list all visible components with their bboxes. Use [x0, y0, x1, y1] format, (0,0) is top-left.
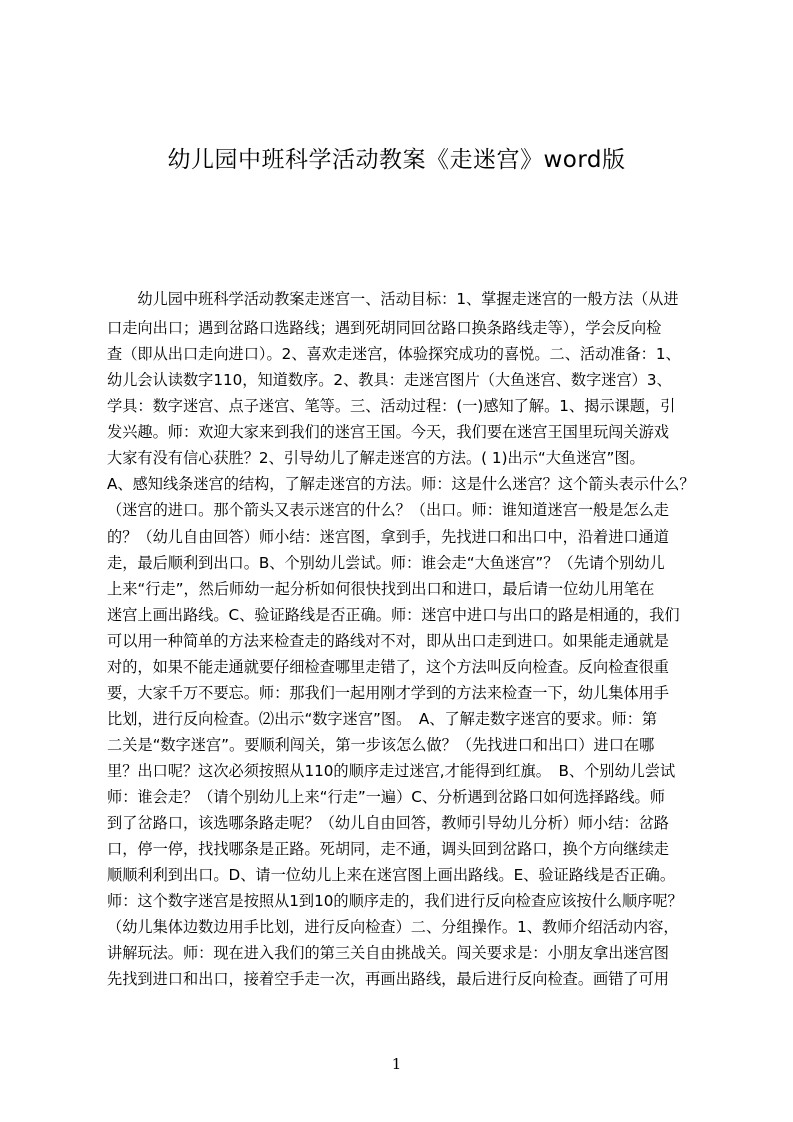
body-line: 先找到进口和出口，接着空手走一次，再画出路线，最后进行反向检查。画错了可用 — [107, 970, 669, 988]
body-line: 幼儿园中班科学活动教案走迷宫一、活动目标：1、掌握走迷宫的一般方法（从进 — [107, 290, 679, 308]
body-line: 师：这个数字迷宫是按照从1到10的顺序走的，我们进行反向检查应该按什么顺序呢？ — [107, 892, 683, 910]
body-line: A、感知线条迷宫的结构，了解走迷宫的方法。师：这是什么迷宫？这个箭头表示什么？ — [107, 475, 695, 493]
body-line: 师：谁会走？（请个别幼儿上来“行走”一遍）C、分析遇到岔路口如何选择路线。师 — [107, 788, 665, 806]
body-line: 讲解玩法。师：现在进入我们的第三关自由挑战关。闯关要求是：小朋友拿出迷宫图 — [107, 944, 669, 962]
body-line: （迷宫的进口。那个箭头又表示迷宫的什么？（出口。师：谁知道迷宫一般是怎么走 — [107, 501, 669, 519]
body-line: 顺顺利利到出口。D、请一位幼儿上来在迷宫图上画出路线。E、验证路线是否正确。 — [107, 866, 676, 884]
body-line: 可以用一种简单的方法来检查走的路线对不对，即从出口走到进口。如果能走通就是 — [107, 632, 669, 650]
body-line: 查（即从出口走向进口）。2、喜欢走迷宫，体验探究成功的喜悦。二、活动准备：1、 — [107, 345, 681, 363]
body-line: 口，停一停，找找哪条是正路。死胡同，走不通，调头回到岔路口，换个方向继续走 — [107, 840, 669, 858]
body-line: 学具：数字迷宫、点子迷宫、笔等。三、活动过程：(一)感知了解。1、揭示课题，引 — [107, 397, 676, 415]
page-number: 1 — [391, 1055, 402, 1073]
document-title: 幼儿园中班科学活动教案《走迷宫》word版 — [167, 147, 626, 173]
body-line: 比划，进行反向检查。⑵出示“数字迷宫”图。 A、了解走数字迷宫的要求。师：第 — [107, 710, 658, 728]
body-line: 对的，如果不能走通就要仔细检查哪里走错了，这个方法叫反向检查。反向检查很重 — [107, 658, 669, 676]
body-line: （幼儿集体边数边用手比划，进行反向检查）二、分组操作。1、教师介绍活动内容， — [107, 918, 679, 936]
body-line: 大家有没有信心获胜？2、引导幼儿了解走迷宫的方法。( 1)出示“大鱼迷宫”图。 — [107, 449, 645, 467]
body-line: 上来“行走”，然后师幼一起分析如何很快找到出口和进口，最后请一位幼儿用笔在 — [107, 580, 655, 598]
body-line: 二关是“数字迷宫”。要顺利闯关，第一步该怎么做？（先找进口和出口）进口在哪 — [107, 736, 655, 754]
body-line: 的？（幼儿自由回答）师小结：迷宫图，拿到手，先找进口和出口中，沿着进口通道 — [107, 528, 669, 546]
body-line: 走，最后顺利到出口。B、个别幼儿尝试。师：谁会走“大鱼迷宫”？（先请个别幼儿 — [107, 554, 665, 572]
body-line: 口走向出口；遇到岔路口选路线；遇到死胡同回岔路口换条路线走等），学会反向检 — [107, 319, 662, 337]
body-line: 幼儿会认读数字110，知道数序。2、教具：走迷宫图片（大鱼迷宫、数字迷宫）3、 — [107, 371, 672, 389]
body-line: 迷宫上画出路线。C、验证路线是否正确。师：迷宫中进口与出口的路是相通的，我们 — [107, 606, 680, 624]
body-line: 发兴趣。师：欢迎大家来到我们的迷宫王国。今天，我们要在迷宫王国里玩闯关游戏 — [107, 423, 669, 441]
body-line: 要，大家千万不要忘。师：那我们一起用刚才学到的方法来检查一下，幼儿集体用手 — [107, 684, 669, 702]
body-line: 到了岔路口，该选哪条路走呢？（幼儿自由回答，教师引导幼儿分析）师小结：岔路 — [107, 814, 669, 832]
body-line: 里？出口呢？这次必须按照从110的顺序走过迷宫,才能得到红旗。 B、个别幼儿尝试 — [107, 762, 676, 780]
